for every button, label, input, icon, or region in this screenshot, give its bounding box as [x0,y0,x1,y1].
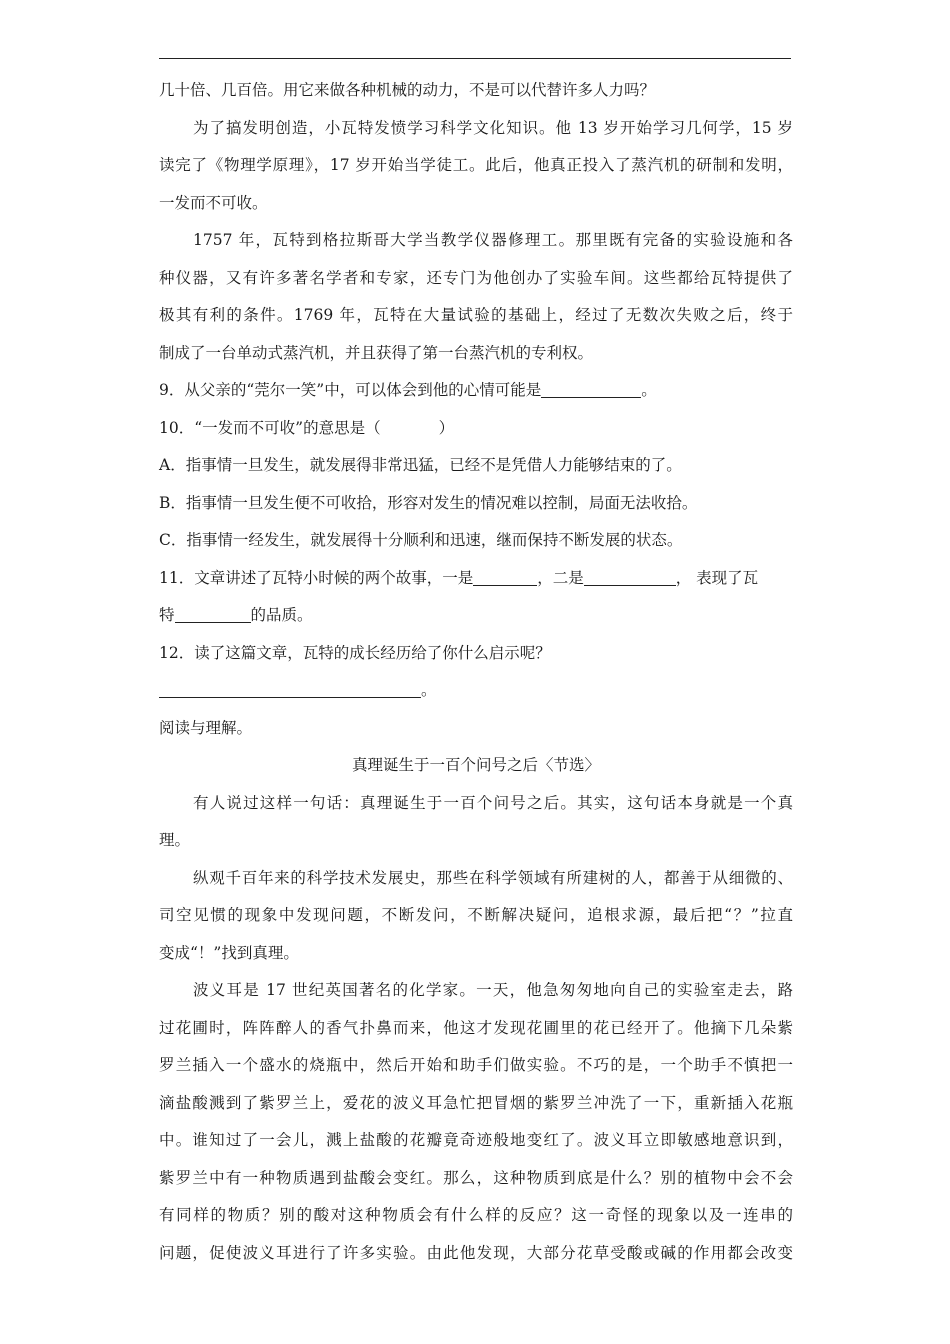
document-page [159,72,793,1272]
passage-line: 制成了一台单动式蒸汽机，并且获得了第一台蒸汽机的专利权。 [159,343,594,362]
question-12-end: 。 [421,681,437,699]
article-line: 变成“！”找到真理。 [159,943,299,962]
answer-blank-q11-a[interactable] [473,567,537,585]
question-10-text: 10．“一发而不可收”的意思是（ [159,418,381,437]
answer-blank-q11-b[interactable] [584,567,676,585]
question-11-part5: 的品质。 [250,606,313,624]
passage-line: 几十倍、几百倍。用它来做各种机械的动力，不是可以代替许多人力吗？ [159,81,656,99]
question-10 [159,410,793,448]
question-11-part2: ，二是 [537,568,584,587]
article-line: 问题，促使波义耳进行了许多实验。由此他发现，大部分花草受酸或碱的作用都会改变 [159,1243,793,1262]
option-c: C．指事情一经发生，就发展得十分顺利和迅速，继而保持不断发展的状态。 [159,531,683,549]
question-11 [159,560,793,598]
question-11-part3: ， 表现了瓦 [675,568,759,587]
question-12-answer [159,672,793,710]
passage-line: 读完了《物理学原理》，17 岁开始当学徒工。此后，他真正投入了蒸汽机的研制和发明， [159,156,793,174]
article-line: 波义耳是 17 世纪英国著名的化学家。一天，他急匆匆地向自己的实验室走去，路 [193,981,793,999]
article-title: 真理诞生于一百个问号之后〈节选〉 [351,756,600,774]
answer-blank-q12[interactable] [159,680,421,698]
question-9-text: 9．从父亲的“莞尔一笑”中，可以体会到他的心情可能是 [159,381,542,399]
article-line: 滴盐酸溅到了紫罗兰上，爱花的波义耳急忙把冒烟的紫罗兰冲洗了一下，重新插入花瓶 [159,1093,793,1112]
article-line: 理。 [159,831,191,849]
question-11-cont [159,597,793,635]
article-line: 罗兰插入一个盛水的烧瓶中，然后开始和助手们做实验。不巧的是，一个助手不慎把一 [159,1056,793,1074]
question-10-close: ） [438,418,455,437]
passage-line: 1757 年，瓦特到格拉斯哥大学当教学仪器修理工。那里既有完备的实验设施和各 [193,231,793,249]
question-9-end: 。 [641,381,657,399]
article-line: 纵观千百年来的科学技术发展史，那些在科学领域有所建树的人，都善于从细微的、 [193,868,793,887]
option-b: B．指事情一旦发生便不可收拾，形容对发生的情况难以控制，局面无法收拾。 [159,493,698,512]
article-line: 有人说过这样一句话：真理诞生于一百个问号之后。其实，这句话本身就是一个真 [193,793,793,812]
question-11-part1: 11．文章讲述了瓦特小时候的两个故事，一是 [159,568,474,587]
article-line: 中。谁知过了一会儿，溅上盐酸的花瓣竟奇迹般地变红了。波义耳立即敏感地意识到， [159,1131,793,1149]
section-heading: 阅读与理解。 [159,718,253,737]
passage-line: 极其有利的条件。1769 年，瓦特在大量试验的基础上，经过了无数次失败之后，终于 [159,306,793,324]
question-9 [159,372,793,410]
passage-line: 为了搞发明创造，小瓦特发愤学习科学文化知识。他 13 岁开始学习几何学，15 岁 [193,118,793,137]
question-11-part4: 特 [159,606,175,624]
option-a: A．指事情一旦发生，就发展得非常迅猛，已经不是凭借人力能够结束的了。 [159,456,682,474]
passage-line: 种仪器，又有许多著名学者和专家，还专门为他创办了实验车间。这些都给瓦特提供了 [159,268,793,287]
article-line: 有同样的物质？别的酸对这种物质会有什么样的反应？这一奇怪的现象以及一连串的 [159,1206,793,1224]
header-rule [159,58,791,59]
passage-line: 一发而不可收。 [159,193,268,212]
article-line: 司空见惯的现象中发现问题，不断发问，不断解决疑问，追根求源，最后把“？”拉直 [159,906,793,924]
question-12: 12．读了这篇文章，瓦特的成长经历给了你什么启示呢？ [159,643,551,662]
article-line: 过花圃时，阵阵醉人的香气扑鼻而来，他这才发现花圃里的花已经开了。他摘下几朵紫 [159,1018,793,1037]
answer-blank-q11-c[interactable] [175,605,251,623]
article-line: 紫罗兰中有一种物质遇到盐酸会变红。那么，这种物质到底是什么？别的植物中会不会 [159,1168,793,1187]
answer-blank-q9[interactable] [541,380,641,398]
